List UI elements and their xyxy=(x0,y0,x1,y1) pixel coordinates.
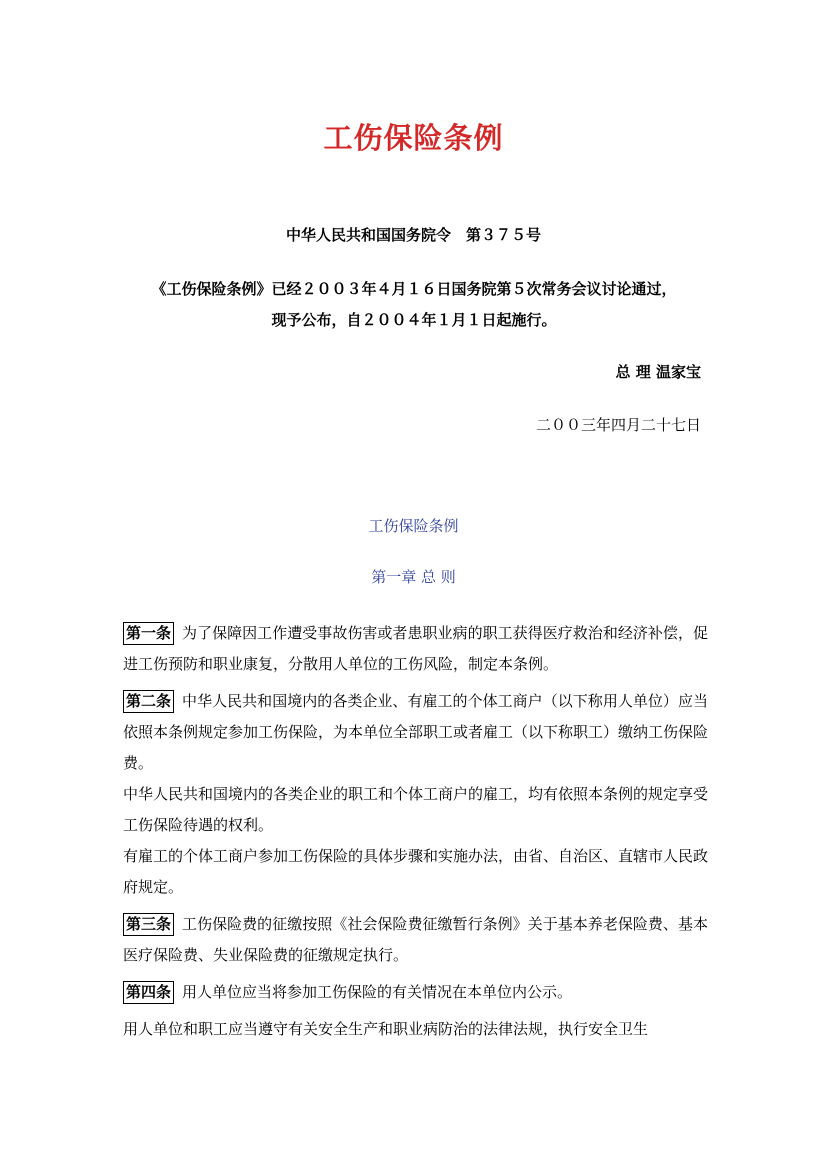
announcement-line: 《工伤保险条例》已经２００３年４月１６日国务院第５次常务会议讨论通过， xyxy=(151,280,677,298)
article-2 xyxy=(123,686,708,779)
article-text: 为了保障因工作遭受事故伤害或者患职业病的职工获得医疗救治和经济补偿，促进工伤预防和职业康复，分散用人单位的工伤风险，制定本条例。 xyxy=(123,624,708,673)
regulation-body xyxy=(123,618,708,1045)
article-3 xyxy=(123,909,708,971)
article-1 xyxy=(123,618,708,680)
article-4 xyxy=(123,977,708,1008)
article-paragraph: 中华人民共和国境内的各类企业的职工和个体工商户的雇工，均有依照本条例的规定享受工伤保险待遇的权利。 xyxy=(123,785,709,834)
article-text: 工伤保险费的征缴按照《社会保险费征缴暂行条例》关于基本养老保险费、基本医疗保险费、失业保险费的征缴规定执行。 xyxy=(123,915,708,964)
article-text: 用人单位应当将参加工伤保险的有关情况在本单位内公示。 xyxy=(182,983,573,1001)
regulation-title: 工伤保险条例 xyxy=(368,517,459,535)
article-label: 第一条 xyxy=(123,622,174,645)
article-paragraph: 有雇工的个体工商户参加工伤保险的具体步骤和实施办法，由省、自治区、直辖市人民政府规定。 xyxy=(123,847,709,896)
article-paragraph: 用人单位和职工应当遵守有关安全生产和职业病防治的法律法规，执行安全卫生 xyxy=(123,1020,649,1038)
chapter-heading: 第一章 总 则 xyxy=(371,568,456,586)
article-label: 第二条 xyxy=(123,690,174,713)
announcement xyxy=(118,274,710,336)
announcement-line: 现予公布，自２００４年１月１日起施行。 xyxy=(271,311,557,329)
decree-number: 中华人民共和国国务院令 第３７５号 xyxy=(285,226,541,244)
document-title: 工伤保险条例 xyxy=(323,121,504,155)
article-text: 中华人民共和国境内的各类企业、有雇工的个体工商户（以下称用人单位）应当依照本条例规定参加工伤保险，为本单位全部职工或者雇工（以下称职工）缴纳工伤保险费。 xyxy=(123,692,709,772)
article-label: 第四条 xyxy=(123,981,174,1004)
issue-date: 二００三年四月二十七日 xyxy=(535,416,701,434)
article-label: 第三条 xyxy=(123,913,174,936)
signer: 总 理 温家宝 xyxy=(615,363,701,381)
